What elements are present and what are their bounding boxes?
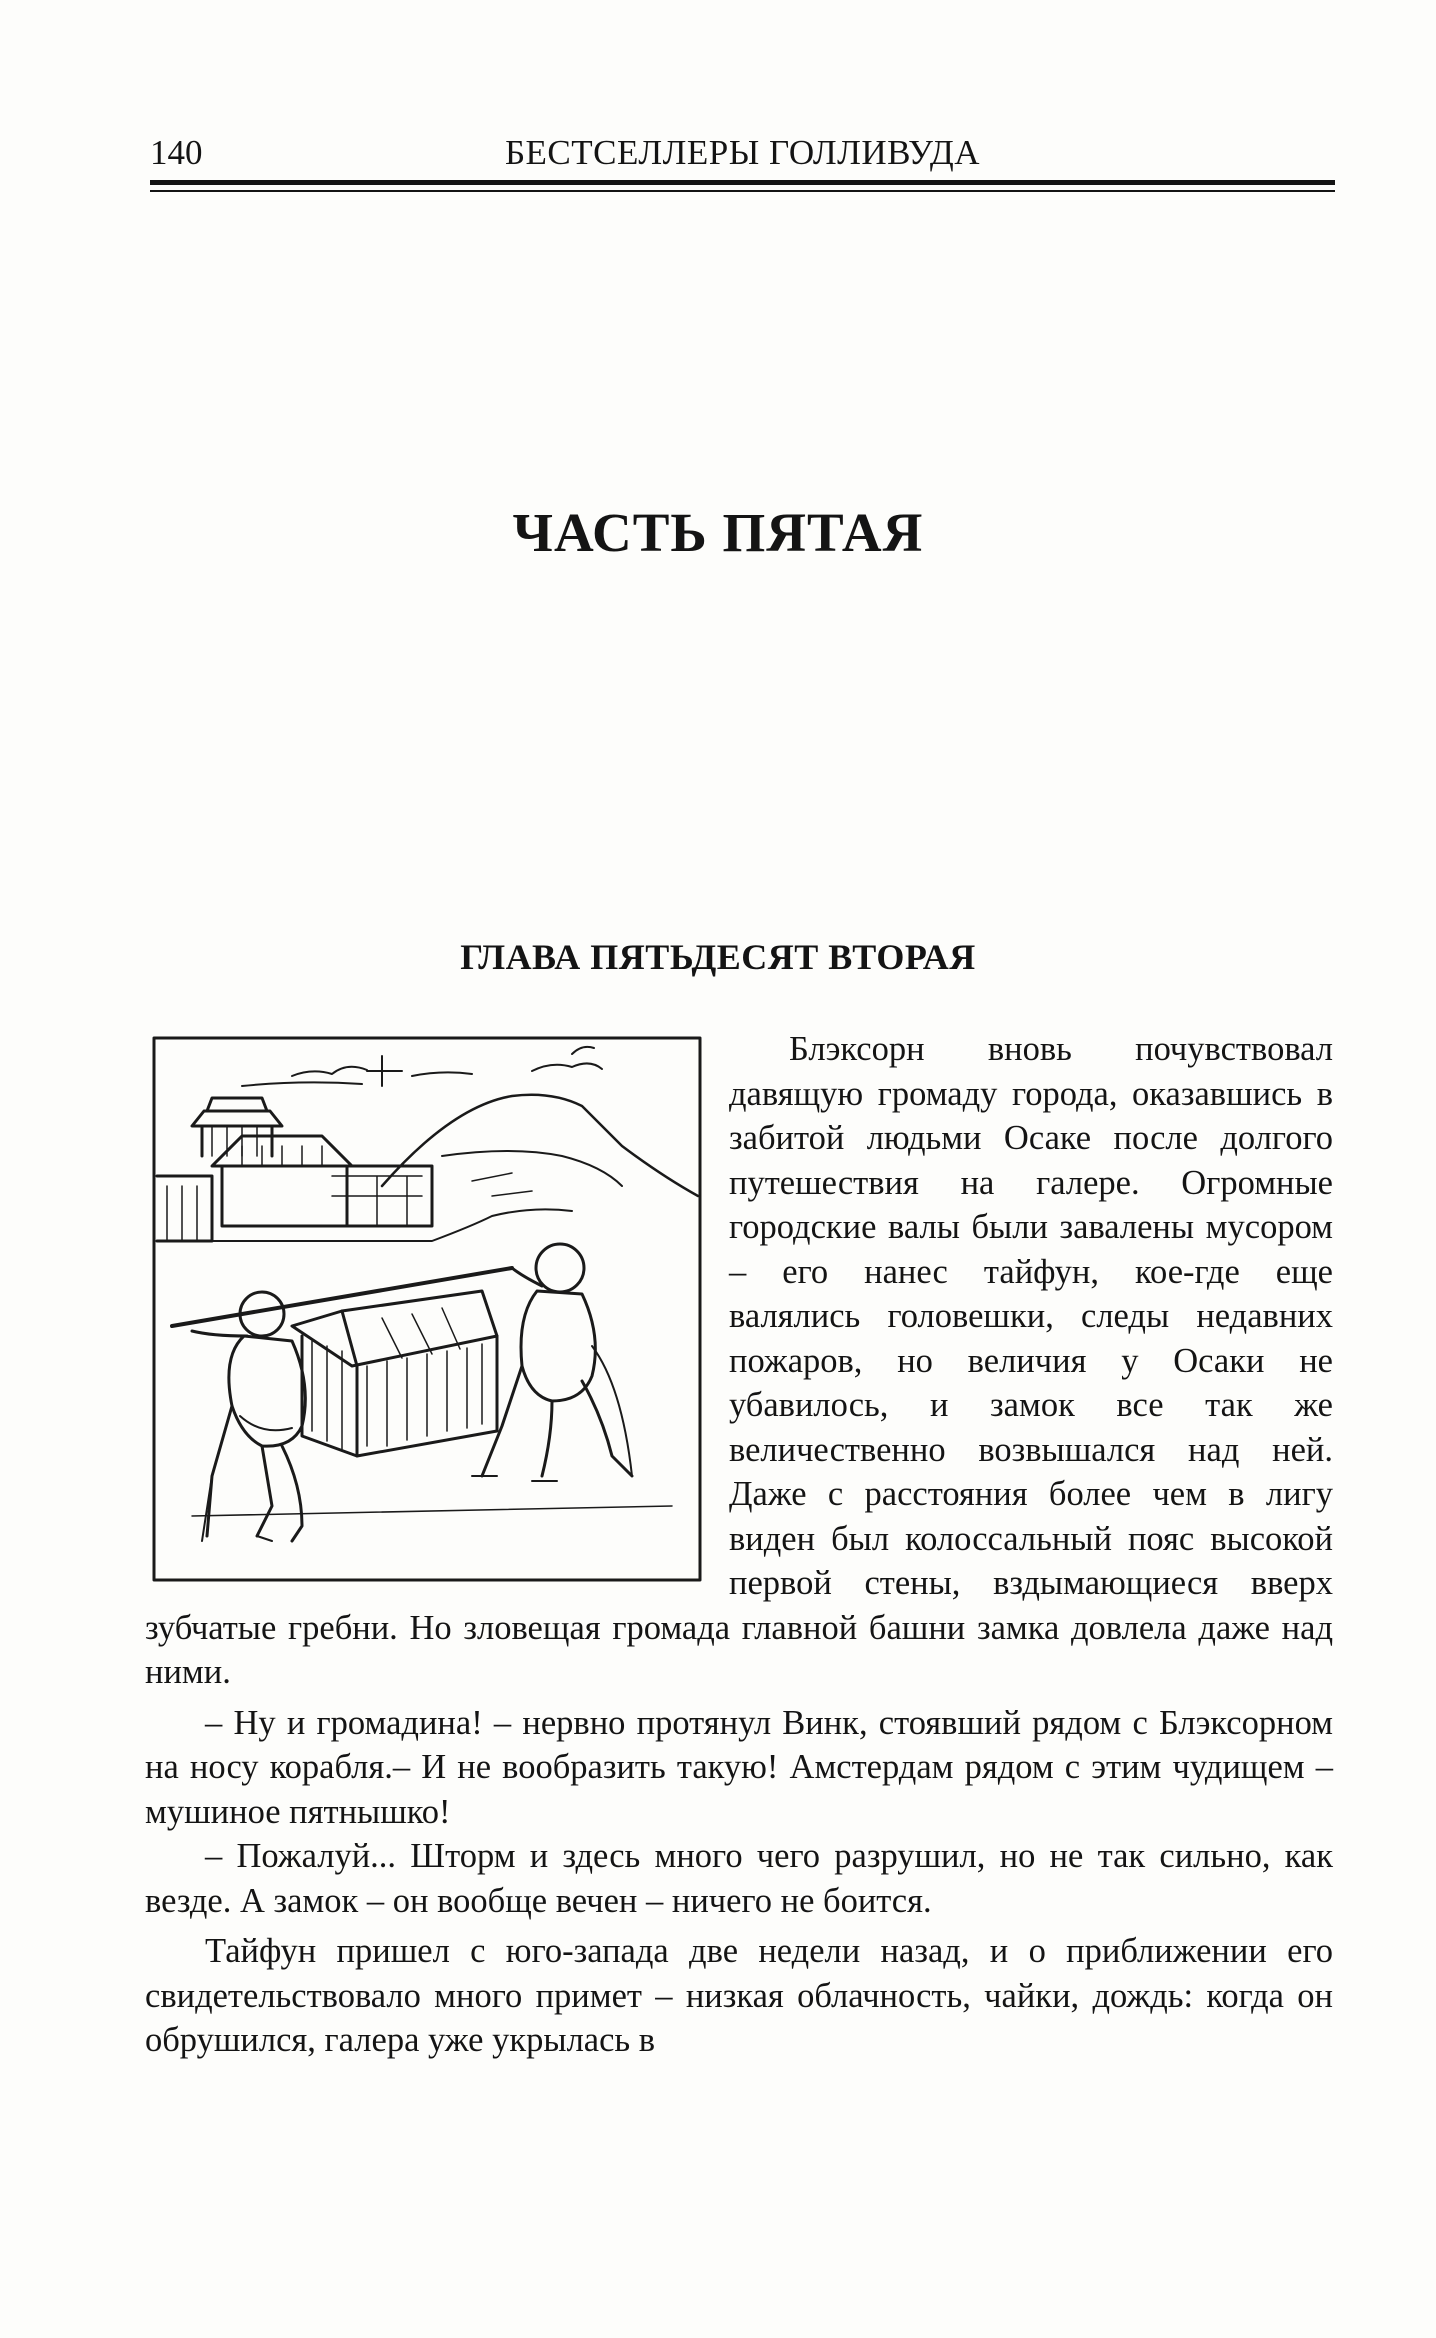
chapter-body <box>145 1027 1333 2063</box>
paragraph-1: Блэксорн вновь почувствовал давящую громаду города, оказавшись в забитой людьми Осаке после долгого путешествия на галере. Огромные городские валы были завалены мусором – его нанес тайфун, кое-где еще валялись головешки, следы недавних пожаров, но величия у Осаки не убавилось, и замок все так же величественно возвышался над ней. Даже с расстояния более чем в лигу виден был колоссальный пояс высокой первой стены, вздымающиеся вверх зубчатые гребни. Но зловещая громада главной башни замка довлела даже над ними. <box>145 1030 1333 1691</box>
chapter-title: ГЛАВА ПЯТЬДЕСЯТ ВТОРАЯ <box>460 937 976 977</box>
paragraph-4: Тайфун пришел с юго-запада две недели назад, и о приближении его свидетельствовало много примет – низкая облачность, чайки, дождь: когда он обрушился, галера уже укрылась в <box>145 1932 1333 2059</box>
part-title: ЧАСТЬ ПЯТАЯ <box>512 502 924 563</box>
header-rule-thin <box>150 190 1335 192</box>
running-header <box>150 132 1335 174</box>
header-rule-thick <box>150 180 1335 185</box>
page-number: 140 <box>150 133 203 172</box>
paragraph-3: – Пожалуй... Шторм и здесь много чего разрушил, но не так сильно, как везде. А замок – он вообще вечен – ничего не боится. <box>145 1837 1333 1920</box>
running-title: БЕСТСЕЛЛЕРЫ ГОЛЛИВУДА <box>504 133 981 172</box>
illustration-space <box>145 1027 729 1595</box>
paragraph-2: – Ну и громадина! – нервно протянул Винк, стоявший рядом с Блэксорном на носу корабля.– И не вообразить такую! Амстердам рядом с этим чудищем – мушиное пятнышко! <box>145 1703 1333 1831</box>
